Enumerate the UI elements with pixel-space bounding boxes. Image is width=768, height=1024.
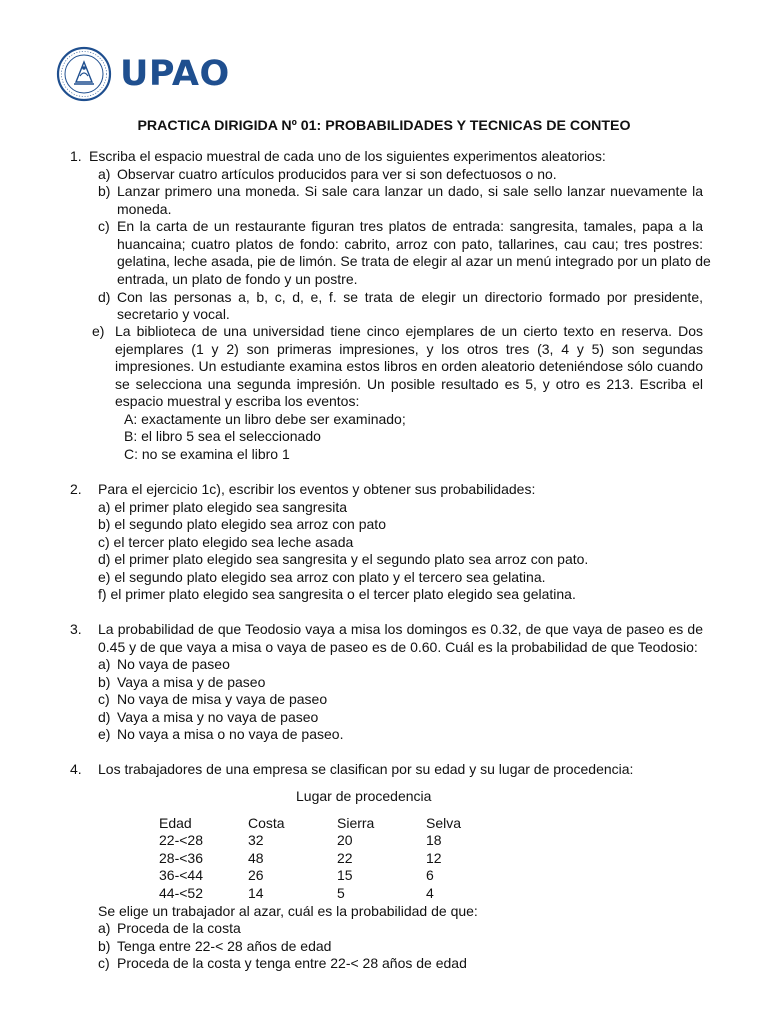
table-cell: 15 bbox=[337, 867, 353, 883]
table-cell: 44-<52 bbox=[159, 885, 203, 901]
table-header: Selva bbox=[426, 815, 462, 831]
q1e-line-2: ejemplares (1 y 2) son primeras impresiones, y los otros tres (3, 4 y 5) son segundas bbox=[115, 341, 703, 357]
table-cell: 22-<28 bbox=[159, 832, 203, 848]
table-caption: Lugar de procedencia bbox=[296, 788, 432, 804]
q1a-text: Observar cuatro artículos producidos para ver si son defectuosos o no. bbox=[117, 166, 557, 182]
q1e-event-b: B: el libro 5 sea el seleccionado bbox=[124, 428, 321, 444]
q4-number: 4. bbox=[70, 761, 82, 777]
q4-item-label: a) bbox=[98, 920, 111, 936]
q1c-line-4: entrada, un plato de fondo y un postre. bbox=[117, 271, 358, 287]
q1b-label: b) bbox=[98, 183, 111, 199]
q3-item-text: No vaya de paseo bbox=[117, 656, 230, 672]
q1e-label: e) bbox=[92, 323, 105, 339]
q3-item-label: c) bbox=[98, 691, 110, 707]
q2-item: a) el primer plato elegido sea sangresita bbox=[98, 499, 348, 515]
q1e-event-c: C: no se examina el libro 1 bbox=[124, 446, 290, 462]
q3-line-1: La probabilidad de que Teodosio vaya a misa los domingos es 0.32, de que vaya de paseo es de bbox=[98, 621, 703, 637]
q1c-line-2: huancaina; cuatro platos de fondo: cabrito, arroz con pato, tallarines, cau cau; tres postres: bbox=[117, 236, 703, 252]
q3-item-label: d) bbox=[98, 709, 111, 725]
q1d-label: d) bbox=[98, 289, 111, 305]
q1a-label: a) bbox=[98, 166, 111, 182]
table-cell: 18 bbox=[426, 832, 442, 848]
q2-item: e) el segundo plato elegido sea arroz con plato y el tercero sea gelatina. bbox=[98, 569, 546, 585]
table-cell: 48 bbox=[248, 850, 264, 866]
q4-item-label: c) bbox=[98, 955, 110, 971]
table-cell: 12 bbox=[426, 850, 442, 866]
logo-text: UPAO bbox=[120, 53, 230, 94]
q1b-line-2: moneda. bbox=[117, 201, 172, 217]
table-cell: 36-<44 bbox=[159, 867, 203, 883]
q1d-line-2: secretario y vocal. bbox=[117, 306, 230, 322]
q4-question: Se elige un trabajador al azar, cuál es la probabilidad de que: bbox=[98, 903, 478, 919]
q1e-event-a: A: exactamente un libro debe ser examinado; bbox=[124, 411, 406, 427]
table-cell: 5 bbox=[337, 885, 345, 901]
q3-number: 3. bbox=[70, 621, 82, 637]
q1b-line-1: Lanzar primero una moneda. Si sale cara lanzar un dado, si sale sello lanzar nuevamente la bbox=[117, 183, 703, 199]
q3-item-label: a) bbox=[98, 656, 111, 672]
q1-intro: Escriba el espacio muestral de cada uno de los siguientes experimentos aleatorios: bbox=[89, 148, 606, 164]
q1e-line-3: impresiones. Un estudiante examina estos libros en orden aleatorio deteniéndose sólo cuando bbox=[115, 358, 703, 374]
q4-intro: Los trabajadores de una empresa se clasifican por su edad y su lugar de procedencia: bbox=[98, 761, 634, 777]
table-header: Edad bbox=[159, 815, 192, 831]
q3-item-text: Vaya a misa y de paseo bbox=[117, 674, 266, 690]
q4-item-label: b) bbox=[98, 938, 111, 954]
university-seal-icon bbox=[56, 46, 112, 102]
table-header: Costa bbox=[248, 815, 285, 831]
table-cell: 28-<36 bbox=[159, 850, 203, 866]
q4-item-text: Proceda de la costa y tenga entre 22-< 28 años de edad bbox=[117, 955, 467, 971]
table-cell: 32 bbox=[248, 832, 264, 848]
q1-number: 1. bbox=[70, 148, 82, 164]
table-cell: 22 bbox=[337, 850, 353, 866]
q3-item-label: b) bbox=[98, 674, 111, 690]
q3-item-text: No vaya de misa y vaya de paseo bbox=[117, 691, 328, 707]
q2-item: f) el primer plato elegido sea sangresita o el tercer plato elegido sea gelatina. bbox=[98, 586, 576, 602]
q1d-line-1: Con las personas a, b, c, d, e, f. se trata de elegir un directorio formado por presidente, bbox=[117, 289, 703, 305]
table-cell: 4 bbox=[426, 885, 434, 901]
q1e-line-5: espacio muestral y escriba los eventos: bbox=[115, 393, 360, 409]
q1c-line-1: En la carta de un restaurante figuran tres platos de entrada: sangresita, tamales, papa a la bbox=[117, 218, 703, 234]
table-cell: 20 bbox=[337, 832, 353, 848]
university-logo bbox=[56, 46, 230, 102]
q1e-line-1: La biblioteca de una universidad tiene cinco ejemplares de un cierto texto en reserva. Dos bbox=[115, 323, 703, 339]
q3-item-text: Vaya a misa y no vaya de paseo bbox=[117, 709, 319, 725]
table-header: Sierra bbox=[337, 815, 375, 831]
q3-item-label: e) bbox=[98, 726, 111, 742]
q2-intro: Para el ejercicio 1c), escribir los eventos y obtener sus probabilidades: bbox=[98, 481, 536, 497]
q1e-line-4: se selecciona una segunda impresión. Un posible resultado es 5, y otro es 213. Escriba el bbox=[115, 376, 703, 392]
table-cell: 26 bbox=[248, 867, 264, 883]
q1c-line-3: gelatina, leche asada, pie de limón. Se trata de elegir al azar un menú integrado por un plato de bbox=[117, 253, 711, 269]
q4-item-text: Tenga entre 22-< 28 años de edad bbox=[117, 938, 332, 954]
q2-item: d) el primer plato elegido sea sangresita y el segundo plato sea arroz con pato. bbox=[98, 551, 589, 567]
q2-number: 2. bbox=[70, 481, 82, 497]
table-cell: 14 bbox=[248, 885, 264, 901]
page-title: PRACTICA DIRIGIDA Nº 01: PROBABILIDADES Y TECNICAS DE CONTEO bbox=[137, 118, 631, 134]
q1c-label: c) bbox=[98, 218, 110, 234]
table-cell: 6 bbox=[426, 867, 434, 883]
q4-item-text: Proceda de la costa bbox=[117, 920, 241, 936]
q2-item: b) el segundo plato elegido sea arroz con pato bbox=[98, 516, 386, 532]
q3-item-text: No vaya a misa o no vaya de paseo. bbox=[117, 726, 344, 742]
q3-line-2: 0.45 y de que vaya a misa o vaya de paseo es de 0.60. Cuál es la probabilidad de que Teodosio: bbox=[98, 639, 698, 655]
q2-item: c) el tercer plato elegido sea leche asada bbox=[98, 534, 354, 550]
